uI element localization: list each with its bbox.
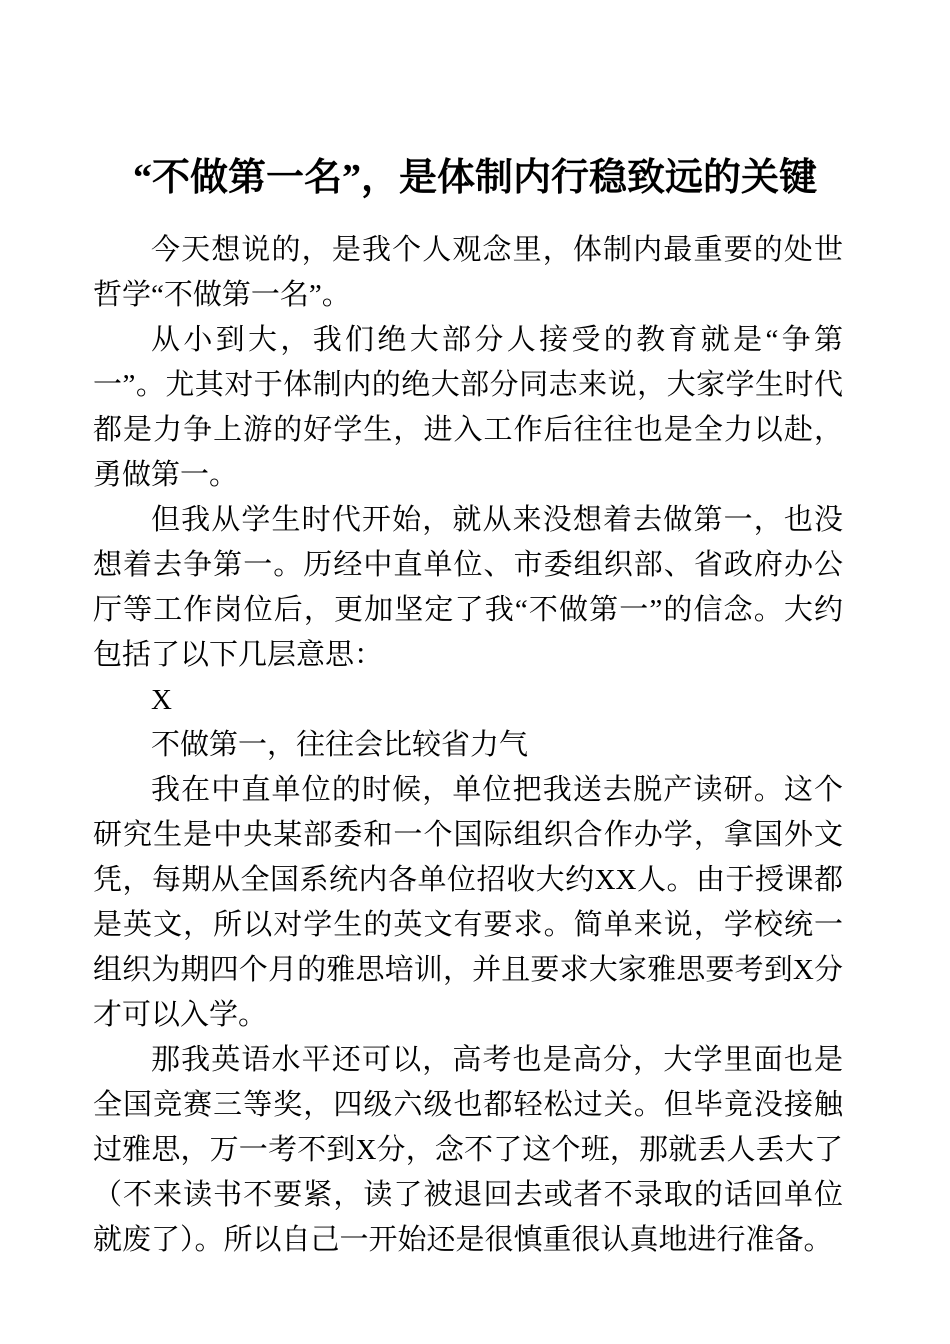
paragraph-section-marker: X <box>151 684 172 716</box>
page-title: “不做第一名”，是体制内行稳致远的关键 <box>132 157 817 200</box>
paragraph-graduate-study: 我在中直单位的时候，单位把我送去脱产读研。这个研究生是中央某部委和一个国际组织合作办学，拿国外文凭，每期从全国系统内各单位招收大约XX人。由于授课都是英文，所以对学生的英文有要求。简单来说，学校统一组织为期四个月的雅思培训，并且要求大家雅思要考到X分才可以入学。 <box>93 774 843 1031</box>
paragraph-intro: 今天想说的，是我个人观念里，体制内最重要的处世哲学“不做第一名”。 <box>93 234 843 311</box>
document-body <box>93 228 843 1263</box>
paragraph-section-heading: 不做第一，往往会比较省力气 <box>151 729 529 761</box>
paragraph-english-level: 那我英语水平还可以，高考也是高分，大学里面也是全国竞赛三等奖，四级六级也都轻松过关。但毕竟没接触过雅思，万一考不到X分，念不了这个班，那就丢人丢大了（不来读书不要紧，读了被退回去或者不录取的话回单位就废了）。所以自己一开始还是很慎重很认真地进行准备。 <box>93 1044 843 1256</box>
paragraph-background: 从小到大，我们绝大部分人接受的教育就是“争第一”。尤其对于体制内的绝大部分同志来说，大家学生时代都是力争上游的好学生，进入工作后往往也是全力以赴，勇做第一。 <box>93 324 843 491</box>
paragraph-belief: 但我从学生时代开始，就从来没想着去做第一，也没想着去争第一。历经中直单位、市委组织部、省政府办公厅等工作岗位后，更加坚定了我“不做第一”的信念。大约包括了以下几层意思： <box>93 504 843 671</box>
